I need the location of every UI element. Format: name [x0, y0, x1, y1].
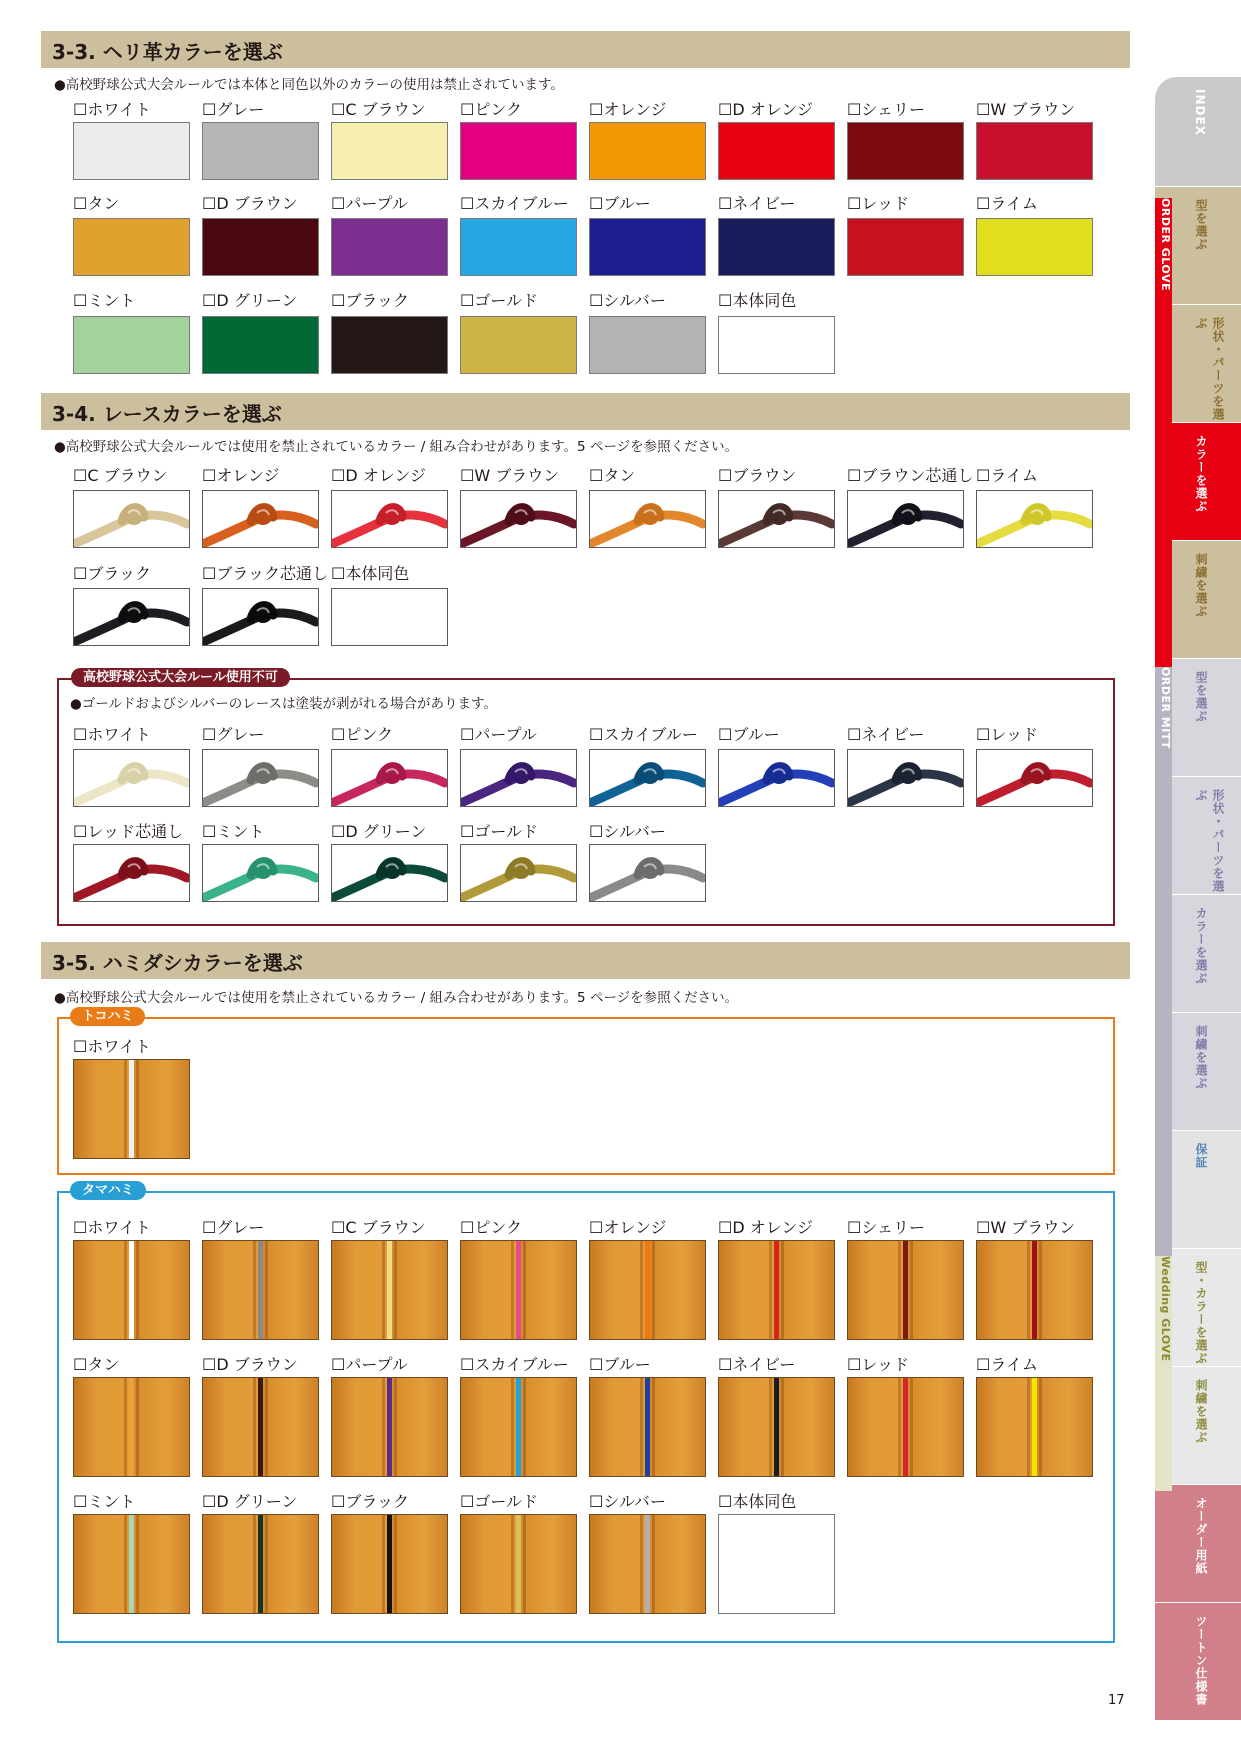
- color-swatch[interactable]: [847, 122, 964, 180]
- lace-swatch[interactable]: [589, 844, 706, 902]
- option-label[interactable]: ☐本体同色: [331, 564, 410, 583]
- page-number: 17: [1108, 1693, 1125, 1708]
- side-tab-label: オーダー用紙: [1194, 1497, 1208, 1575]
- side-tab[interactable]: [1155, 77, 1241, 187]
- option-label[interactable]: ☐ミント: [202, 822, 265, 841]
- lace-swatch[interactable]: [718, 749, 835, 807]
- section-note: ●高校野球公式大会ルールでは使用を禁止されているカラー / 組み合わせがあります。5 ページを参照ください。: [54, 439, 739, 455]
- option-label[interactable]: ☐本体同色: [718, 291, 797, 310]
- color-swatch[interactable]: [589, 122, 706, 180]
- side-tab-label: 形状・パーツを選ぶ: [1194, 317, 1225, 421]
- piping-swatch[interactable]: [589, 1514, 706, 1614]
- option-label[interactable]: ☐オレンジ: [202, 466, 280, 485]
- option-label[interactable]: ☐ホワイト: [73, 100, 151, 119]
- option-label[interactable]: ☐オレンジ: [589, 100, 667, 119]
- option-label[interactable]: ☐レッド: [976, 725, 1039, 744]
- piping-swatch[interactable]: [847, 1377, 964, 1477]
- nav-group-wedding: Wedding GLOVE: [1159, 1256, 1172, 1362]
- piping-swatch[interactable]: [976, 1240, 1093, 1340]
- color-swatch[interactable]: [73, 122, 190, 180]
- option-label[interactable]: ☐ピンク: [460, 1218, 523, 1237]
- color-swatch[interactable]: [976, 122, 1093, 180]
- option-label[interactable]: ☐ブルー: [589, 194, 651, 213]
- color-swatch[interactable]: [202, 316, 319, 374]
- option-label[interactable]: ☐ミント: [73, 291, 136, 310]
- option-label[interactable]: ☐D オレンジ: [331, 466, 426, 485]
- piping-swatch[interactable]: [589, 1377, 706, 1477]
- piping-swatch[interactable]: [718, 1377, 835, 1477]
- lace-swatch[interactable]: [202, 490, 319, 548]
- section-header-3-5: [41, 942, 1130, 979]
- option-label[interactable]: ☐ブラウン: [718, 466, 797, 485]
- option-label[interactable]: ☐ミント: [73, 1492, 136, 1511]
- option-label[interactable]: ☐ネイビー: [718, 194, 796, 213]
- color-swatch[interactable]: [331, 316, 448, 374]
- piping-swatch[interactable]: [331, 1240, 448, 1340]
- toko-hami-tag: トコハミ: [70, 1007, 145, 1026]
- color-swatch[interactable]: [460, 316, 577, 374]
- piping-line: [516, 1378, 521, 1476]
- option-label[interactable]: ☐ホワイト: [73, 725, 151, 744]
- option-label[interactable]: ☐ブルー: [589, 1355, 651, 1374]
- lace-swatch[interactable]: [460, 844, 577, 902]
- lace-swatch[interactable]: [202, 844, 319, 902]
- lace-swatch[interactable]: [73, 490, 190, 548]
- lace-swatch[interactable]: [331, 490, 448, 548]
- option-label[interactable]: ☐ゴールド: [460, 1492, 539, 1511]
- lace-swatch[interactable]: [460, 490, 577, 548]
- piping-line: [645, 1241, 650, 1339]
- piping-line: [1032, 1378, 1037, 1476]
- option-label[interactable]: ☐本体同色: [718, 1492, 797, 1511]
- toko-hami-box: [57, 1017, 1115, 1175]
- option-label[interactable]: ☐W ブラウン: [976, 100, 1076, 119]
- piping-swatch[interactable]: [202, 1240, 319, 1340]
- piping-swatch[interactable]: [202, 1514, 319, 1614]
- option-label[interactable]: ☐ゴールド: [460, 822, 539, 841]
- lace-swatch[interactable]: [589, 490, 706, 548]
- section-note: ●高校野球公式大会ルールでは本体と同色以外のカラーの使用は禁止されています。: [54, 77, 564, 93]
- option-label[interactable]: ☐シルバー: [589, 291, 666, 310]
- side-tab[interactable]: [1155, 1603, 1241, 1721]
- option-label[interactable]: ☐ホワイト: [73, 1218, 151, 1237]
- side-tab-label: 刺繍を選ぶ: [1194, 1379, 1208, 1444]
- option-label[interactable]: ☐パープル: [331, 194, 408, 213]
- option-label[interactable]: ☐ブラウン芯通し: [847, 466, 974, 485]
- option-label[interactable]: ☐レッド: [847, 194, 910, 213]
- section-title: 3-4. レースカラーを選ぶ: [52, 402, 282, 426]
- piping-swatch[interactable]: [460, 1514, 577, 1614]
- nav-group-order-mitt: ORDER MITT: [1159, 667, 1172, 750]
- side-tab[interactable]: [1155, 1485, 1241, 1603]
- color-swatch[interactable]: [331, 218, 448, 276]
- section-header-3-3: [41, 31, 1130, 68]
- piping-line: [774, 1241, 779, 1339]
- side-tab-label: 型を選ぶ: [1194, 671, 1208, 723]
- option-label[interactable]: ☐ライム: [976, 1355, 1038, 1374]
- prohibited-note: ●ゴールドおよびシルバーのレースは塗装が剥がれる場合があります。: [70, 696, 497, 712]
- piping-swatch[interactable]: [718, 1514, 835, 1614]
- prohibited-tag: 高校野球公式大会ルール使用不可: [71, 668, 290, 687]
- piping-line: [129, 1060, 134, 1158]
- piping-line: [1032, 1241, 1037, 1339]
- lace-swatch[interactable]: [976, 490, 1093, 548]
- section-header-3-4: [41, 393, 1130, 430]
- lace-swatch[interactable]: [331, 749, 448, 807]
- piping-swatch[interactable]: [460, 1240, 577, 1340]
- option-label[interactable]: ☐ゴールド: [460, 291, 539, 310]
- option-label[interactable]: ☐パープル: [460, 725, 537, 744]
- option-label[interactable]: ☐D グリーン: [202, 291, 298, 310]
- piping-swatch[interactable]: [460, 1377, 577, 1477]
- tama-hami-tag: タマハミ: [70, 1181, 146, 1200]
- piping-swatch[interactable]: [976, 1377, 1093, 1477]
- option-label[interactable]: ☐D グリーン: [202, 1492, 298, 1511]
- side-tab-label: 保証: [1194, 1143, 1208, 1169]
- option-label[interactable]: ☐スカイブルー: [460, 194, 569, 213]
- color-swatch[interactable]: [718, 218, 835, 276]
- color-swatch[interactable]: [976, 218, 1093, 276]
- color-swatch[interactable]: [202, 122, 319, 180]
- piping-swatch[interactable]: [331, 1377, 448, 1477]
- lace-swatch[interactable]: [73, 844, 190, 902]
- option-label[interactable]: ☐グレー: [202, 725, 265, 744]
- section-title: 3-5. ハミダシカラーを選ぶ: [52, 951, 303, 975]
- option-label[interactable]: ☐D ブラウン: [202, 194, 298, 213]
- side-tab-label: カラーを選ぶ: [1194, 907, 1208, 985]
- option-label[interactable]: ☐レッド: [847, 1355, 910, 1374]
- side-tab-label: ツートン仕様書: [1194, 1615, 1208, 1706]
- piping-swatch[interactable]: [331, 1514, 448, 1614]
- option-label[interactable]: ☐レッド芯通し: [73, 822, 184, 841]
- lace-swatch[interactable]: [73, 588, 190, 646]
- lace-swatch[interactable]: [202, 588, 319, 646]
- piping-line: [129, 1241, 134, 1339]
- piping-line: [258, 1241, 263, 1339]
- option-label[interactable]: ☐C ブラウン: [73, 466, 168, 485]
- color-swatch[interactable]: [718, 316, 835, 374]
- color-swatch[interactable]: [589, 316, 706, 374]
- lace-swatch[interactable]: [331, 844, 448, 902]
- color-swatch[interactable]: [589, 218, 706, 276]
- option-label[interactable]: ☐ホワイト: [73, 1037, 151, 1056]
- option-label[interactable]: ☐タン: [73, 1355, 120, 1374]
- lace-swatch[interactable]: [202, 749, 319, 807]
- lace-swatch[interactable]: [331, 588, 448, 646]
- option-label[interactable]: ☐ブラック: [331, 1492, 410, 1511]
- lace-swatch[interactable]: [847, 749, 964, 807]
- piping-swatch[interactable]: [73, 1240, 190, 1340]
- piping-line: [903, 1241, 908, 1339]
- option-label[interactable]: ☐ピンク: [331, 725, 394, 744]
- piping-line: [129, 1515, 134, 1613]
- piping-swatch[interactable]: [202, 1377, 319, 1477]
- piping-line: [387, 1515, 392, 1613]
- option-label[interactable]: ☐ライム: [976, 194, 1038, 213]
- color-swatch[interactable]: [202, 218, 319, 276]
- option-label[interactable]: ☐スカイブルー: [589, 725, 698, 744]
- option-label[interactable]: ☐ピンク: [460, 100, 523, 119]
- lace-swatch[interactable]: [589, 749, 706, 807]
- section-title: 3-3. ヘリ革カラーを選ぶ: [52, 40, 283, 64]
- piping-line: [516, 1515, 521, 1613]
- piping-swatch[interactable]: [73, 1059, 190, 1159]
- lace-swatch[interactable]: [847, 490, 964, 548]
- side-tab-label: 刺繍を選ぶ: [1194, 1025, 1208, 1090]
- option-label[interactable]: ☐ネイビー: [847, 725, 925, 744]
- color-swatch[interactable]: [331, 122, 448, 180]
- option-label[interactable]: ☐シルバー: [589, 1492, 666, 1511]
- piping-swatch[interactable]: [847, 1240, 964, 1340]
- color-swatch[interactable]: [73, 316, 190, 374]
- piping-line: [645, 1515, 650, 1613]
- option-label[interactable]: ☐D グリーン: [331, 822, 427, 841]
- option-label[interactable]: ☐シルバー: [589, 822, 666, 841]
- option-label[interactable]: ☐グレー: [202, 100, 265, 119]
- nav-group-order-glove: ORDER GLOVE: [1159, 198, 1172, 291]
- color-swatch[interactable]: [460, 218, 577, 276]
- option-label[interactable]: ☐W ブラウン: [460, 466, 560, 485]
- color-swatch[interactable]: [73, 218, 190, 276]
- lace-swatch[interactable]: [460, 749, 577, 807]
- piping-swatch[interactable]: [718, 1240, 835, 1340]
- option-label[interactable]: ☐W ブラウン: [976, 1218, 1076, 1237]
- piping-line: [774, 1378, 779, 1476]
- piping-line: [516, 1241, 521, 1339]
- option-label[interactable]: ☐パープル: [331, 1355, 408, 1374]
- side-tab-label: 刺繍を選ぶ: [1194, 553, 1208, 618]
- section-note: ●高校野球公式大会ルールでは使用を禁止されているカラー / 組み合わせがあります。5 ページを参照ください。: [54, 990, 739, 1006]
- lace-swatch[interactable]: [73, 749, 190, 807]
- piping-swatch[interactable]: [73, 1377, 190, 1477]
- piping-line: [387, 1378, 392, 1476]
- side-tab-label: 型を選ぶ: [1194, 199, 1208, 251]
- piping-line: [258, 1515, 263, 1613]
- option-label[interactable]: ☐C ブラウン: [331, 1218, 426, 1237]
- option-label[interactable]: ☐C ブラウン: [331, 100, 426, 119]
- color-swatch[interactable]: [718, 122, 835, 180]
- option-label[interactable]: ☐オレンジ: [589, 1218, 667, 1237]
- option-label[interactable]: ☐D オレンジ: [718, 100, 813, 119]
- piping-line: [258, 1378, 263, 1476]
- side-tab-label: カラーを選ぶ: [1194, 435, 1208, 513]
- option-label[interactable]: ☐ブルー: [718, 725, 780, 744]
- option-label[interactable]: ☐ブラック芯通し: [202, 564, 329, 583]
- piping-swatch[interactable]: [589, 1240, 706, 1340]
- option-label[interactable]: ☐タン: [73, 194, 120, 213]
- lace-swatch[interactable]: [718, 490, 835, 548]
- option-label[interactable]: ☐D ブラウン: [202, 1355, 298, 1374]
- color-swatch[interactable]: [847, 218, 964, 276]
- option-label[interactable]: ☐D オレンジ: [718, 1218, 813, 1237]
- piping-line: [129, 1378, 134, 1476]
- option-label[interactable]: ☐スカイブルー: [460, 1355, 569, 1374]
- option-label[interactable]: ☐シェリー: [847, 100, 926, 119]
- option-label[interactable]: ☐ライム: [976, 466, 1038, 485]
- lace-swatch[interactable]: [976, 749, 1093, 807]
- piping-line: [387, 1241, 392, 1339]
- option-label[interactable]: ☐ブラック: [73, 564, 152, 583]
- piping-swatch[interactable]: [73, 1514, 190, 1614]
- option-label[interactable]: ☐ネイビー: [718, 1355, 796, 1374]
- option-label[interactable]: ☐シェリー: [847, 1218, 926, 1237]
- option-label[interactable]: ☐タン: [589, 466, 636, 485]
- side-tab-label: 型・カラーを選ぶ: [1194, 1261, 1208, 1365]
- option-label[interactable]: ☐グレー: [202, 1218, 265, 1237]
- side-tab-label: INDEX: [1193, 89, 1207, 136]
- piping-line: [903, 1378, 908, 1476]
- option-label[interactable]: ☐ブラック: [331, 291, 410, 310]
- piping-line: [645, 1378, 650, 1476]
- color-swatch[interactable]: [460, 122, 577, 180]
- side-tab-label: 形状・パーツを選ぶ: [1194, 789, 1225, 893]
